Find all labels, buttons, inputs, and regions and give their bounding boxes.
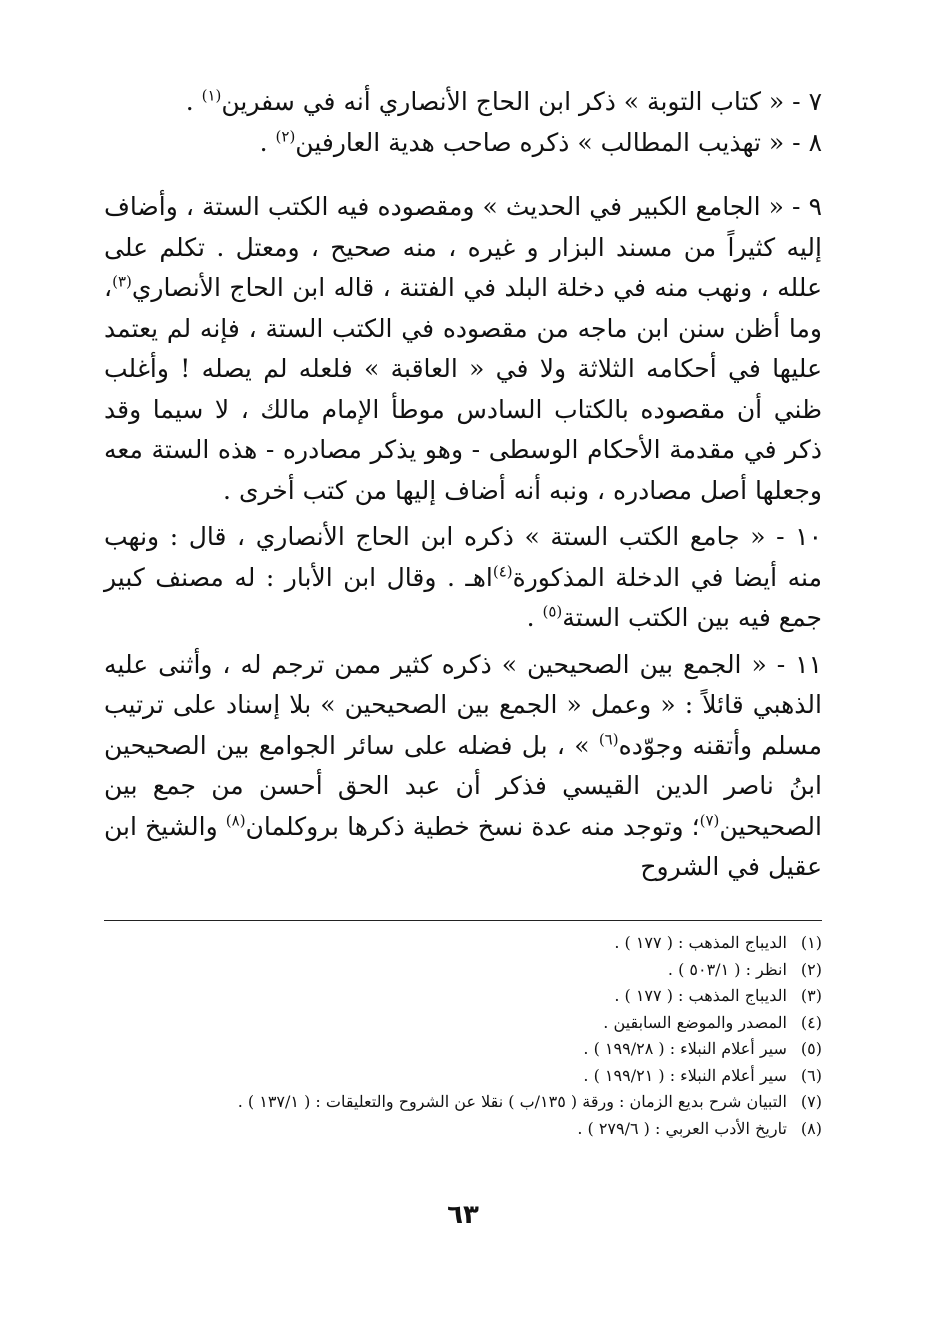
footnote-ref-6: (٦) xyxy=(598,730,619,749)
footnote-ref-8: (٨) xyxy=(225,811,246,830)
entry-7: ٧ - « كتاب التوبة » ذكر ابن الحاج الأنصاري أنه في سفرين$^{(١)}$ . xyxy=(185,86,822,116)
footnote-5: (٥) سير أعلام النبلاء : ( ١٩٩/٢٨ ) . xyxy=(583,1039,822,1058)
page-number: ٦٣ xyxy=(447,1200,479,1230)
footnote-ref-2: (٢) xyxy=(275,127,296,146)
footnote-divider xyxy=(104,920,822,921)
entry-11: ١١ - « الجمع بين الصحيحين » ذكره كثير ممن ترجم له ، وأثنى عليه الذهبي قائلاً : « وعمل « الجمع بين الصحيحين » بلا إسناد على ترتيب مسلم وأتقنه وجوّده$^{(٦)}$ » ، بل فضله على سائر الجوامع بين الصحيحين ابنُ ناصر الدين القيسي فذكر أن عبد الحق أحسن من جمع بين الصحيحين$^{(٧)}$؛ وتوجد منه عدة نسخ خطية ذكرها بروكلمان$^{(٨)}$ والشيخ ابن عقيل في الشروح xyxy=(104,649,822,881)
entry-10: ١٠ - « جامع الكتب الستة » ذكره ابن الحاج الأنصاري ، قال : ونهب منه أيضا في الدخلة المذكورة$^{(٤)}$اهـ . وقال ابن الأبار : له مصنف كبير جمع فيه بين الكتب الستة$^{(٥)}$ . xyxy=(104,522,822,632)
footnote-ref-3: (٣) xyxy=(112,272,132,291)
footnote-4: (٤) المصدر والموضع السابقين . xyxy=(603,1012,822,1032)
footnote-2: (٢) انظر : ( ٥٠٣/١ ) . xyxy=(667,959,822,979)
footnote-3: (٣) الديباج المذهب : ( ١٧٧ ) . xyxy=(614,986,822,1005)
footnote-8: (٨) تاريخ الأدب العربي : ( ٢٧٩/٦ ) . xyxy=(577,1118,822,1138)
footnote-ref-5: (٥) xyxy=(542,602,563,621)
footnotes xyxy=(82,930,822,1142)
entry-9: ٩ - « الجامع الكبير في الحديث » ومقصوده فيه الكتب الستة ، وأضاف إليه كثيراً من مسند البزار و غيره ، منه صحيح ، ومعتل . تكلم على علله ، ونهب منه في دخلة البلد في الفتنة ، قاله ابن الحاج الأنصاري$^{(٣)}$، وما أظن سنن ابن ماجه من مقصوده في الكتب الستة ، فإنه لم يعتمد عليها في أحكامه الثلاثة ولا في « العاقبة » فلعله لم يصله ! وأغلب ظني أن مقصوده بالكتاب السادس موطأ الإمام مالك ، لا سيما وقد ذكر في مقدمة الأحكام الوسطى - وهو يذكر مصادره - هذه الستة معه وجعلها أصل مصادره ، ونبه أنه أضاف إليها من كتب أخرى . xyxy=(104,192,822,505)
footnote-6: (٦) سير أعلام النبلاء : ( ١٩٩/٢١ ) . xyxy=(583,1065,822,1085)
body-text xyxy=(104,82,822,888)
footnote-ref-1: (١) xyxy=(201,86,222,105)
footnote-ref-7: (٧) xyxy=(699,811,720,830)
footnote-7: (٧) التبيان شرح بديع الزمان : ورقة ( ١٣٥/ب ) نقلا عن الشروح والتعليقات : ( ١٣٧/١ ) . xyxy=(237,1092,822,1111)
footnote-1: (١) الديباج المذهب : ( ١٧٧ ) . xyxy=(614,933,822,952)
footnote-ref-4: (٤) xyxy=(492,562,513,581)
entry-8: ٨ - « تهذيب المطالب » ذكره صاحب هدية العارفين$^{(٢)}$ . xyxy=(259,127,822,157)
